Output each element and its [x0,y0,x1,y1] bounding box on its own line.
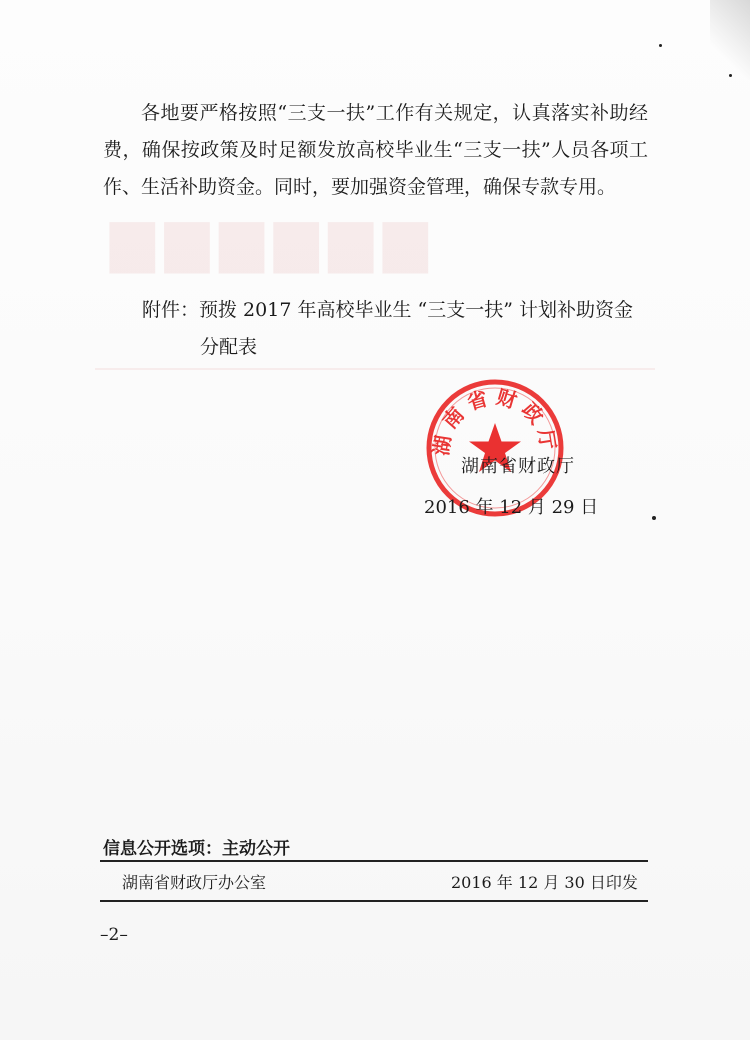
attachment-title-line2: 分配表 [200,336,258,358]
signature-date: 2016 年 12 月 29 日 [424,497,599,518]
bleed-through-rule [95,368,655,370]
bleed-through-letterhead: ▆▆▆▆▆▆ [110,205,438,273]
attachment-title-line1: 预拨 2017 年高校毕业生 “三支一扶” 计划补助资金 [199,299,633,321]
print-date: 2016 年 12 月 30 日印发 [451,873,638,892]
scan-speck [652,516,656,520]
page-number: –2– [100,925,128,945]
footer-top-rule [100,860,648,862]
scan-speck [729,74,732,77]
page-corner-shadow [710,0,750,80]
disclosure-option: 信息公开选项：主动公开 [103,839,290,859]
footer-bottom-rule [100,900,648,902]
attachment-note [142,292,652,366]
signature-org: 湖南省财政厅 [461,456,575,477]
scan-speck [659,44,662,47]
seal-text: 湖南省财政厅 [428,384,562,458]
issuing-office: 湖南省财政厅办公室 [122,873,267,892]
attachment-label: 附件： [142,299,200,321]
body-paragraph: 各地要严格按照“三支一扶”工作有关规定，认真落实补助经费，确保按政策及时足额发放高校毕业生“三支一扶”人员各项工作、生活补助资金。同时，要加强资金管理，确保专款专用。 [103,102,648,198]
